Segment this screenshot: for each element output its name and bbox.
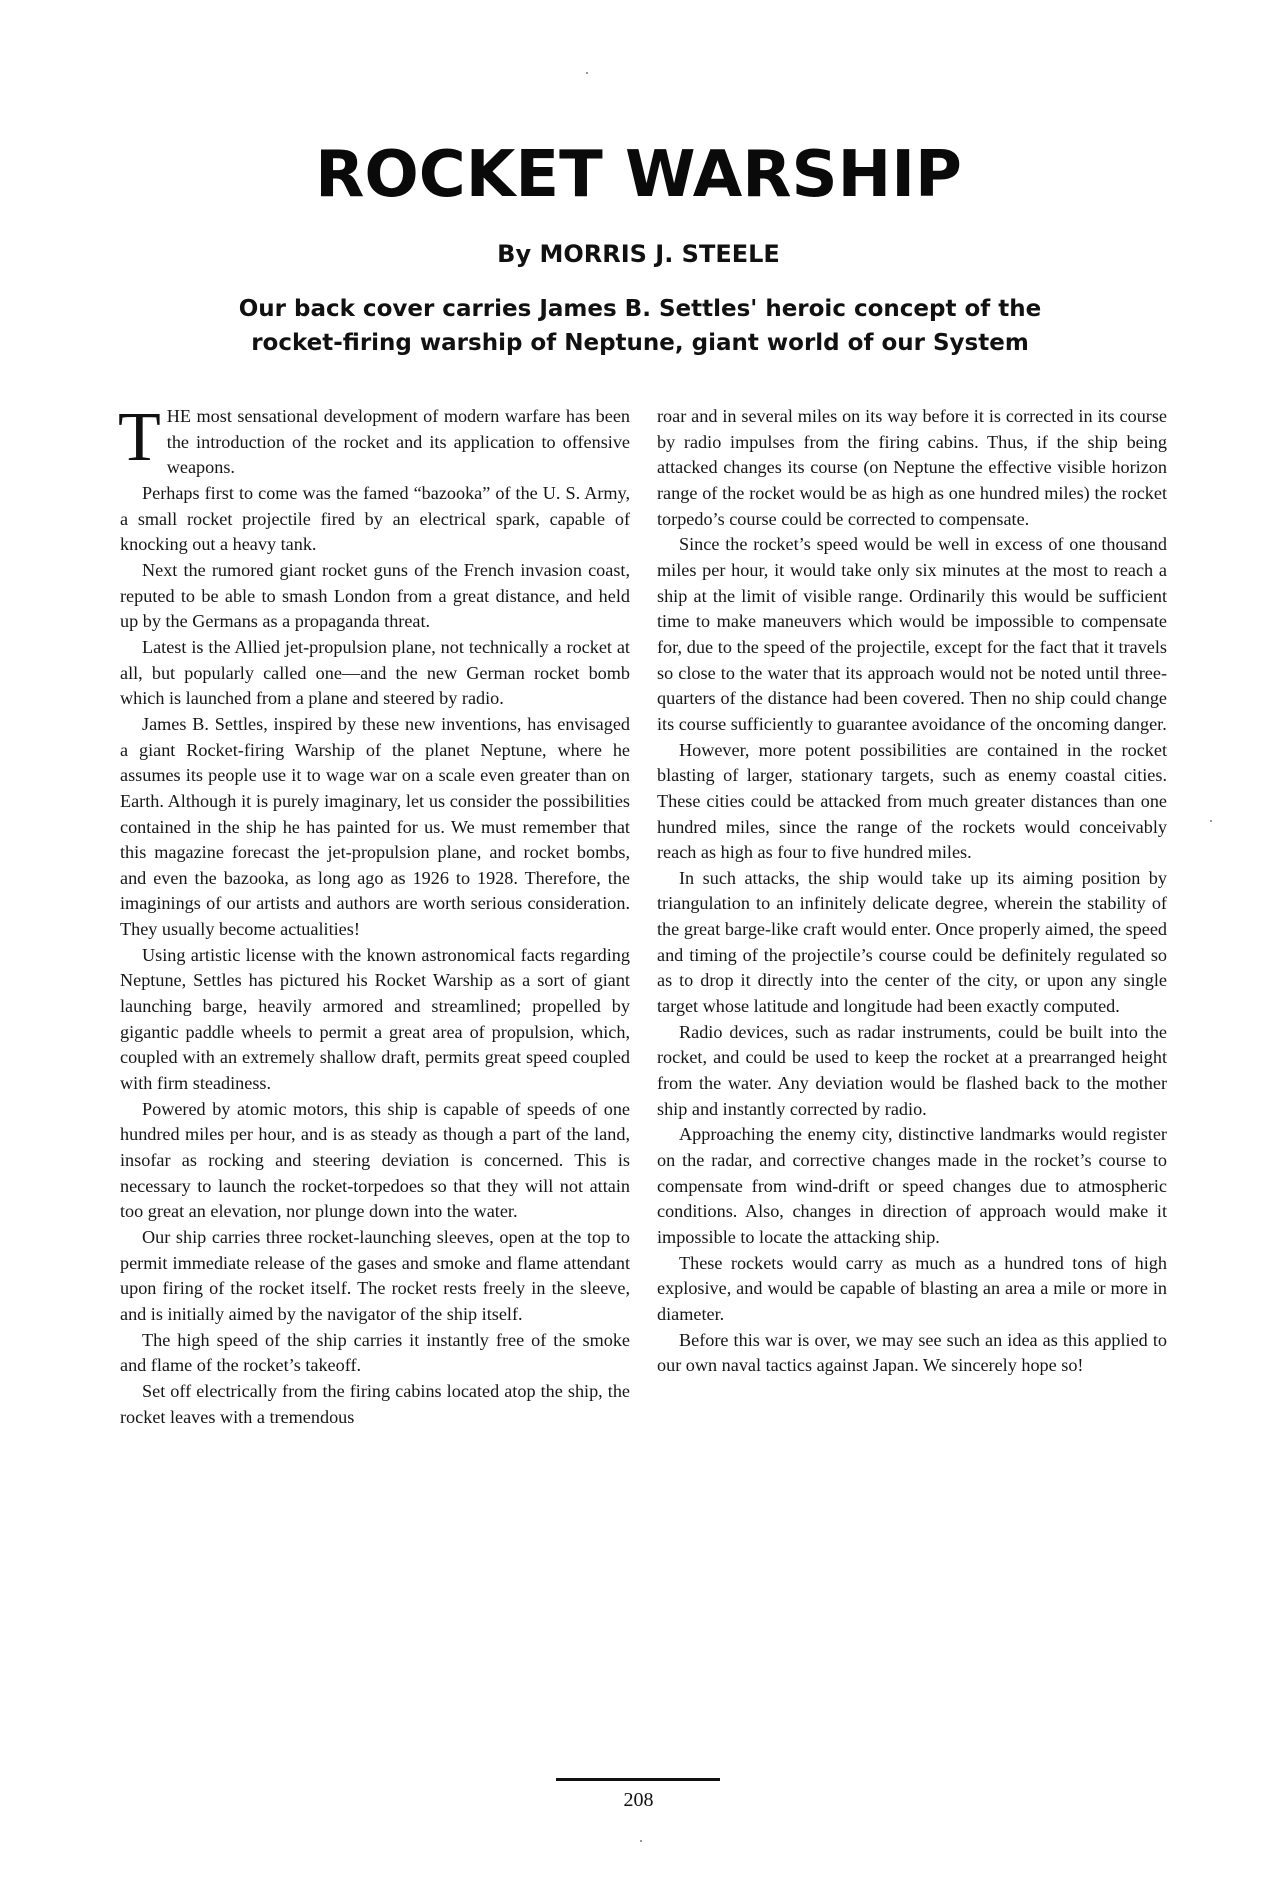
paragraph: The high speed of the ship carries it instantly free of the smoke and flame of the rocket’s takeoff. — [120, 1329, 630, 1376]
paragraph: Our ship carries three rocket-launching sleeves, open at the top to permit immediate release of the gases and smoke and flame attendant upon firing of the rocket itself. The rocket rests freely in the sleeve, and is initially aimed by the navigator of the ship itself. — [120, 1227, 630, 1324]
paragraph: Before this war is over, we may see such an idea as this applied to our own naval tactics against Japan. We sincerely hope so! — [657, 1329, 1167, 1376]
print-speck — [1210, 820, 1212, 822]
page-number: 208 — [623, 1789, 654, 1811]
article-byline: By MORRIS J. STEELE — [497, 240, 780, 268]
paragraph: These rockets would carry as much as a hundred tons of high explosive, and would be capable of blasting an area a mile or more in diameter. — [657, 1252, 1167, 1324]
paragraph: Radio devices, such as radar instruments, could be built into the rocket, and could be used to keep the rocket at a prearranged height from the water. Any deviation would be flashed back to the mother ship and instantly corrected by radio. — [657, 1021, 1167, 1119]
paragraph: James B. Settles, inspired by these new inventions, has envisaged a giant Rocket-firing Warship of the planet Neptune, where he assumes its people use it to wage war on a scale even greater than on Earth. Although it is purely imaginary, let us consider the possibilities contained in the ship he has painted for us. We must remember that this magazine forecast the jet-propulsion plane, and rocket bombs, and even the bazooka, as long ago as 1926 to 1928. Therefore, the imaginings of our artists and authors are worth serious consideration. They usually become actualities! — [120, 713, 630, 940]
paragraph: Next the rumored giant rocket guns of the French invasion coast, reputed to be able to smash London from a great distance, and held up by the Germans as a propaganda threat. — [120, 559, 630, 632]
paragraph: Set off electrically from the firing cabins located atop the ship, the rocket leaves with a tremendous — [120, 1380, 630, 1427]
paragraph: Latest is the Allied jet-propulsion plane, not technically a rocket at all, but popularly called one—and the new German rocket bomb which is launched from a plane and steered by radio. — [120, 636, 630, 709]
drop-cap: T — [118, 399, 161, 476]
footer-rule — [556, 1778, 720, 1781]
print-speck — [640, 1840, 642, 1842]
paragraph: THE most sensational development of modern warfare has been the introduction of the rocket and its application to offensive weapons. — [118, 399, 630, 478]
left-column — [118, 399, 630, 1430]
paragraph: In such attacks, the ship would take up its aiming position by triangulation to an infinitely delicate degree, wherein the stability of the great barge-like craft would enter. Once properly aimed, the speed and timing of the projectile’s course could be definitely regulated so as to drop it directly into the center of the city, or upon any single target whose latitude and longitude had been exactly computed. — [657, 867, 1167, 1017]
paragraph: Using artistic license with the known astronomical facts regarding Neptune, Settles has pictured his Rocket Warship as a sort of giant launching barge, heavily armored and streamlined; propelled by gigantic paddle wheels to permit a great area of propulsion, which, coupled with an extremely shallow draft, permits great speed coupled with firm steadiness. — [120, 944, 630, 1094]
paragraph: Approaching the enemy city, distinctive landmarks would register on the radar, and corrective changes made in the rocket’s course to compensate from wind-drift or speed changes due to atmospheric conditions. Also, changes in direction of approach would make it impossible to locate the attacking ship. — [657, 1124, 1167, 1247]
paragraph: Powered by atomic motors, this ship is capable of speeds of one hundred miles per hour, and is as steady as though a part of the land, insofar as rocking and steering deviation is concerned. This is necessary to launch the rocket-torpedoes so that they will not attain too great an elevation, nor plunge down into the water. — [120, 1098, 630, 1222]
article-subtitle: Our back cover carries James B. Settles' heroic concept of the rocket-firing warship of Neptune, giant world of our System — [238, 296, 1042, 356]
right-column — [657, 404, 1167, 1379]
print-speck — [586, 72, 588, 74]
paragraph: However, more potent possibilities are contained in the rocket blasting of larger, stationary targets, such as enemy coastal cities. These cities could be attacked from much greater distances than one hundred miles, since the range of the rockets would conceivably reach as high as four to five hundred miles. — [657, 739, 1167, 863]
paragraph: Since the rocket’s speed would be well in excess of one thousand miles per hour, it would take only six minutes at the most to reach a ship at the limit of visible range. Ordinarily this would be sufficient time to make maneuvers which would be impossible to compensate for, due to the speed of the projectile, except for the fact that it travels so close to the water that its approach would not be noted until three-quarters of the distance had been covered. Then no ship could change its course sufficiently to guarantee avoidance of the oncoming danger. — [657, 534, 1167, 734]
paragraph: Perhaps first to come was the famed “bazooka” of the U. S. Army, a small rocket projectile fired by an electrical spark, capable of knocking out a heavy tank. — [120, 482, 630, 555]
paragraph: roar and in several miles on its way before it is corrected in its course by radio impulses from the firing cabins. Thus, if the ship being attacked changes its course (on Neptune the effective visible horizon range of the rocket would be as high as one hundred miles) the rocket torpedo’s course could be corrected to compensate. — [657, 406, 1167, 529]
article-title: ROCKET WARSHIP — [315, 138, 962, 212]
